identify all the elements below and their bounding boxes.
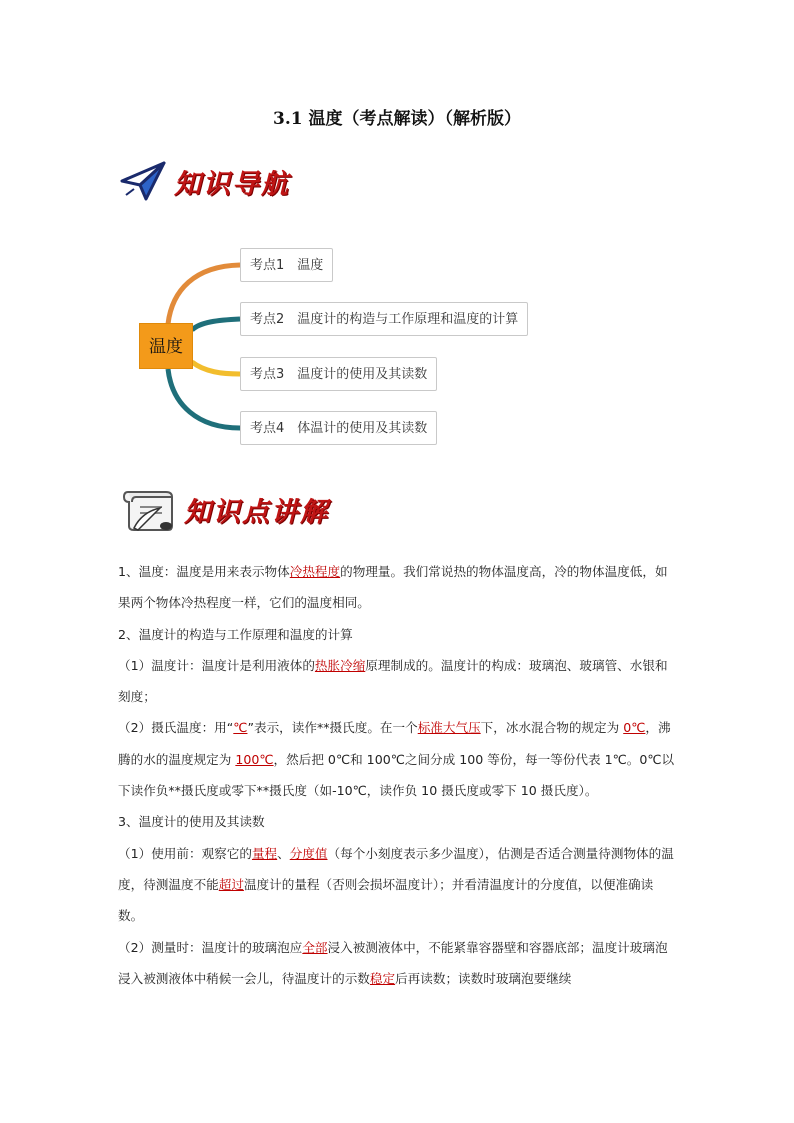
content-body	[118, 556, 678, 994]
paragraph-thermometer: （1）温度计：温度计是利用液体的热胀冷缩原理制成的。温度计的构成：玻璃泡、玻璃管、水银和刻度；	[118, 657, 668, 705]
paragraph-before-use: （1）使用前：观察它的量程、分度值（每个小刻度表示多少温度），估测是否适合测量待测物体的温度，待测温度不能超过温度计的量程（否则会损坏温度计）；并看清温度计的分度值，以便准确读数。	[118, 845, 674, 924]
connector-3	[192, 362, 240, 374]
paragraph-celsius: （2）摄氏温度：用“℃”表示，读作**摄氏度。在一个标准大气压下，冰水混合物的规定为 0℃，沸腾的水的温度规定为 100℃，然后把 0℃和 100℃之间分成 100 等份，每一等份代表 1℃。0℃以下读作负**摄氏度或零下**摄氏度（如-10℃，读作负 10 摄氏度或零下 10 摄氏度）。	[118, 720, 675, 799]
connector-2	[192, 319, 240, 330]
connector-1	[168, 265, 240, 324]
banner-title: 知识导航	[174, 168, 290, 200]
paragraph-temperature: 1、温度：温度是用来表示物体冷热程度的物理量。我们常说热的物体温度高，冷的物体温度低，如果两个物体冷热程度一样，它们的温度相同。	[118, 564, 668, 611]
mindmap-root: 温度	[139, 323, 193, 369]
mindmap-node-3: 考点3 温度计的使用及其读数	[240, 357, 437, 391]
scroll-quill-icon	[120, 484, 176, 534]
banner-title: 知识点讲解	[184, 496, 329, 528]
connector-4	[168, 369, 240, 428]
mindmap-node-4: 考点4 体温计的使用及其读数	[240, 411, 437, 445]
mindmap-node-2: 考点2 温度计的构造与工作原理和温度的计算	[240, 302, 528, 336]
knowledge-points-banner	[120, 484, 329, 534]
paragraph-usage-heading: 3、温度计的使用及其读数	[118, 814, 265, 830]
page-title: 3.1 温度（考点解读）（解析版）	[273, 109, 521, 129]
paragraph-thermometer-heading: 2、温度计的构造与工作原理和温度的计算	[118, 626, 353, 642]
mindmap-node-1: 考点1 温度	[240, 248, 333, 282]
paragraph-during-measurement: （2）测量时：温度计的玻璃泡应全部浸入被测液体中，不能紧靠容器壁和容器底部；温度计玻璃泡浸入被测液体中稍候一会儿，待温度计的示数稳定后再读数；读数时玻璃泡要继续	[118, 939, 668, 986]
